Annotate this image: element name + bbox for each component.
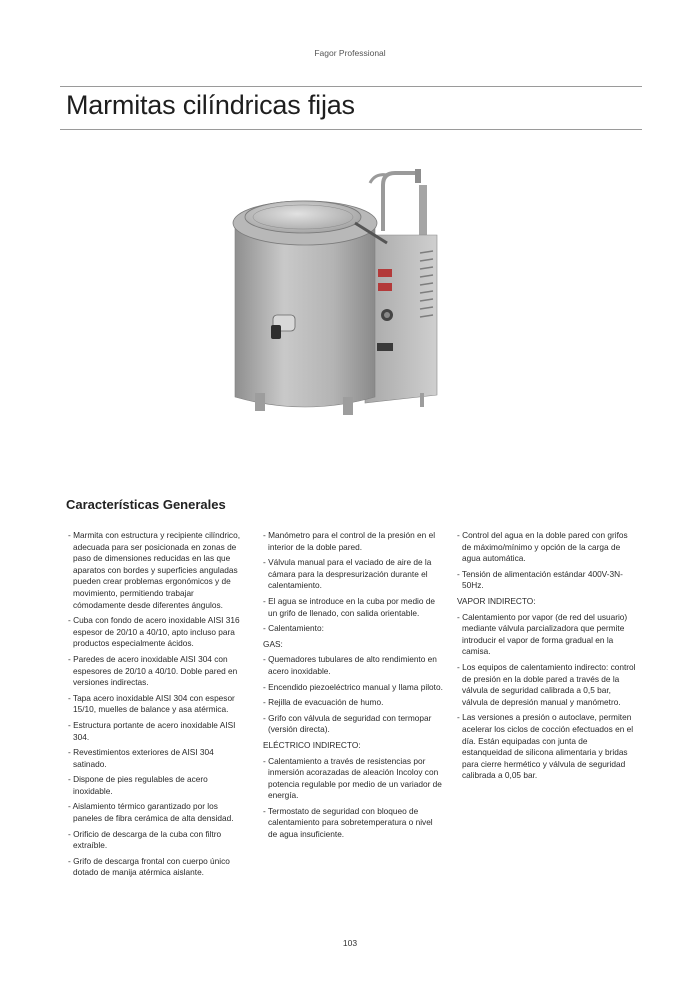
section-title: Características Generales <box>66 497 226 512</box>
features-column-1 <box>66 530 248 883</box>
features-column-2 <box>261 530 443 845</box>
list-item: - Orificio de descarga de la cuba con filtro extraíble. <box>66 829 248 852</box>
title-divider <box>60 129 642 130</box>
list-item: - Encendido piezoeléctrico manual y llama piloto. <box>261 682 443 694</box>
electric-heading: ELÉCTRICO INDIRECTO: <box>263 739 361 750</box>
list-item: - Termostato de seguridad con bloqueo de calentamiento para sobretemperatura o nivel de agua insuficiente. <box>261 806 443 841</box>
list-item: - Tensión de alimentación estándar 400V-3N-50Hz. <box>455 569 639 592</box>
brand-header: Fagor Professional <box>314 48 386 58</box>
list-item: - Paredes de acero inoxidable AISI 304 con espesores de 20/10 a 40/10. Doble pared en versiones indirectas. <box>66 654 248 689</box>
gas-heading: GAS: <box>263 638 283 649</box>
list-item: - Aislamiento térmico garantizado por los paneles de fibra cerámica de alta densidad. <box>66 801 248 824</box>
top-divider <box>60 86 642 87</box>
list-item: - Válvula manual para el vaciado de aire de la cámara para la despresurización durante el calentamiento. <box>261 557 443 592</box>
cylindrical-kettle-icon <box>215 165 455 425</box>
features-column-3 <box>455 530 639 786</box>
list-item: - Tapa acero inoxidable AISI 304 con espesor 15/10, muelles de balance y asa atérmica. <box>66 693 248 716</box>
steam-heading: VAPOR INDIRECTO: <box>457 595 536 606</box>
page-number: 103 <box>342 938 358 948</box>
list-item: - Calentamiento a través de resistencias por inmersión acorazadas de aleación Incoloy con potencia regulable por medio de un variador de energía. <box>261 756 443 802</box>
list-item: - Los equipos de calentamiento indirecto: control de presión en la doble pared a través de la válvula de seguridad calibrada a 0,5 bar, válvula de depresión manual y manómetro. <box>455 662 639 708</box>
list-item: - Control del agua en la doble pared con grifos de máximo/mínimo y opción de la carga de agua automática. <box>455 530 639 565</box>
list-item: - El agua se introduce en la cuba por medio de un grifo de llenado, con salida orientable. <box>261 596 443 619</box>
list-item: - Marmita con estructura y recipiente cilíndrico, adecuada para ser posicionada en zonas de paso de dimensiones reducidas en las que aparatos con bordes y superficies anguladas pueden crear problemas ergonómicos y de movimiento, permitiendo trabajar cómodamente desde diferentes ángulos. <box>66 530 248 611</box>
list-item: - Cuba con fondo de acero inoxidable AISI 316 espesor de 20/10 a 40/10, apto incluso para productos especialmente ácidos. <box>66 615 248 650</box>
list-item: - Calentamiento: <box>261 623 443 635</box>
list-item: - Dispone de pies regulables de acero inoxidable. <box>66 774 248 797</box>
list-item: - Grifo de descarga frontal con cuerpo único dotado de manija atérmica aislante. <box>66 856 248 879</box>
list-item: - Calentamiento por vapor (de red del usuario) mediante válvula parcializadora que permite introducir el vapor de forma gradual en la camisa. <box>455 612 639 658</box>
list-item: - Estructura portante de acero inoxidable AISI 304. <box>66 720 248 743</box>
list-item: - Rejilla de evacuación de humo. <box>261 697 443 709</box>
list-item: - Quemadores tubulares de alto rendimiento en acero inoxidable. <box>261 654 443 677</box>
page-title: Marmitas cilíndricas fijas <box>66 90 355 120</box>
list-item: - Revestimientos exteriores de AISI 304 satinado. <box>66 747 248 770</box>
list-item: - Manómetro para el control de la presión en el interior de la doble pared. <box>261 530 443 553</box>
list-item: - Las versiones a presión o autoclave, permiten acelerar los ciclos de cocción efectuados en el día. Están equipadas con junta de estanqueidad de silicona alimentaria y bridas para cierre hermético y válvula de seguridad calibrada a 0,05 bar. <box>455 712 639 782</box>
list-item: - Grifo con válvula de seguridad con termopar (versión directa). <box>261 713 443 736</box>
